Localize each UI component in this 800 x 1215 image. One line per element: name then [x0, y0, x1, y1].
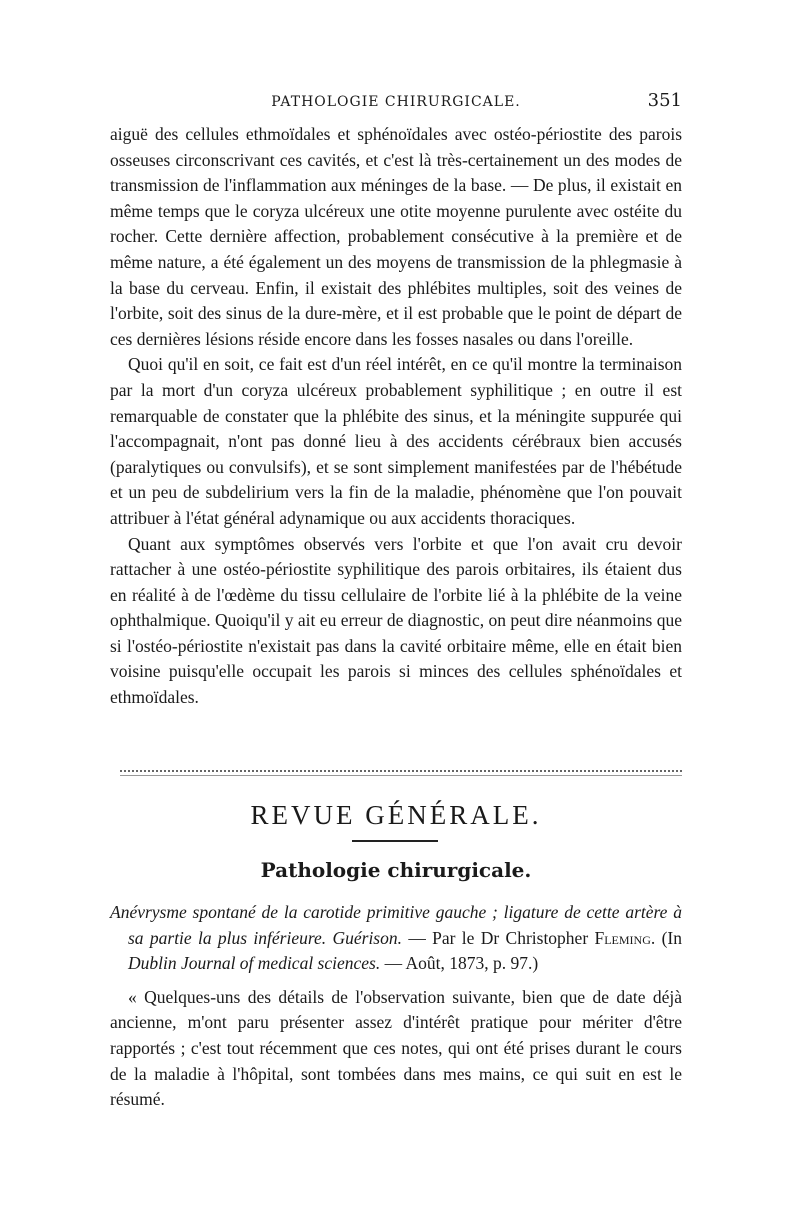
running-head: [110, 90, 682, 118]
journal-name: Dublin Journal of medical sciences.: [128, 953, 381, 974]
author-prefix: — Par le Dr Christopher: [402, 927, 595, 948]
running-head-title: PATHOLOGIE CHIRURGICALE.: [271, 94, 521, 110]
page-number: 351: [647, 90, 682, 111]
author-name: Fleming: [594, 927, 651, 948]
section-title: REVUE GÉNÉRALE.: [250, 800, 542, 830]
article: [110, 900, 682, 1113]
paragraph: aiguë des cellules ethmoïdales et sphénoïdales avec ostéo-périostite des parois osseuses circonscrivant ces cavités, et c'est là très-certainement un des modes de transmission de l'inflammation aux méninges de la base. — De plus, il existait en même temps que le coryza ulcéreux une otite moyenne purulente avec ostéite du rocher. Cette dernière affection, probablement consécutive à la première et de même nature, a été également un des moyens de transmission de la phlegmasie à la base du cerveau. Enfin, il existait des phlébites multiples, soit des veines de l'orbite, soit des sinus de la dure-mère, et il est probable que le point de départ de ces dernières lésions réside encore dans les fosses nasales ou dans l'oreille.: [110, 124, 682, 349]
source-prefix: . (In: [650, 927, 682, 948]
paragraph: Quant aux symptômes observés vers l'orbite et que l'on avait cru devoir rattacher à une ostéo-périostite syphilitique des parois orbitaires, ils étaient dus en réalité à de l'œdème du tissu cellulaire de l'orbite lié à la phlébite de la veine ophthalmique. Quoiqu'il y ait eu erreur de diagnostic, on peut dire néanmoins que si l'ostéo-périostite n'existait pas dans la cavité orbitaire même, elle en était bien voisine puisqu'elle occupait les parois si minces des cellules sphénoïdales et ethmoïdales.: [110, 533, 682, 708]
article-quote: « Quelques-uns des détails de l'observation suivante, bien que de date déjà ancienne, m'ont paru présenter assez d'intérêt pratique pour mériter d'être rapportés ; c'est tout récemment que ces notes, qui ont été prises durant le cours de la maladie à l'hôpital, sont tombées dans mes mains, ce qui suit en est le résumé.: [110, 986, 682, 1110]
body-text: [110, 122, 682, 711]
section-divider: [120, 770, 682, 776]
article-title: Anévrysme spontané de la carotide primitive gauche ; ligature de cette artère à sa partie la plus inférieure. Guérison.: [110, 902, 682, 948]
article-reference: [110, 900, 682, 977]
paragraph: Quoi qu'il en soit, ce fait est d'un réel intérêt, en ce qu'il montre la terminaison par la mort d'un coryza ulcéreux probablement syphilitique ; en outre il est remarquable de constater que la phlébite des sinus, et la méningite suppurée qui l'accompagnait, n'ont pas donné lieu à des accidents cérébraux bien accusés (paralytiques ou convulsifs), et se sont simplement manifestées par de l'hébétude et un peu de subdelirium vers la fin de la maladie, phénomène que l'on pouvait attribuer à l'état général adynamique ou aux accidents thoraciques.: [110, 354, 682, 528]
publication-date: — Août, 1873, p. 97.): [380, 953, 539, 974]
section-rule: [352, 840, 438, 842]
subsection-title: Pathologie chirurgicale.: [260, 858, 532, 882]
